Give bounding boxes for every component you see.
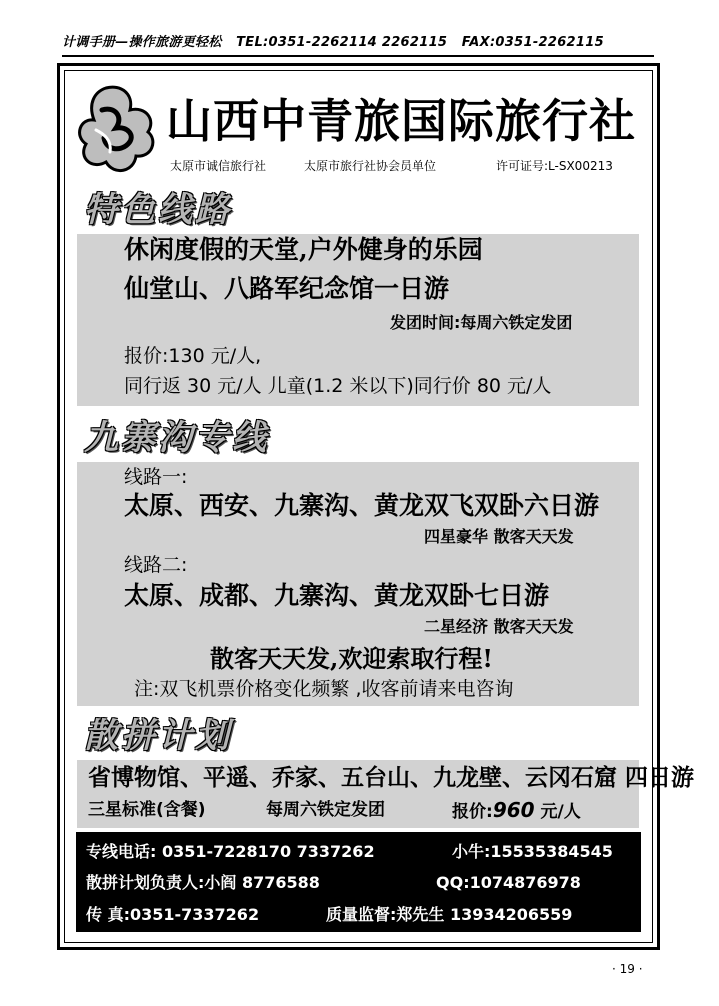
section1-route: 仙堂山、八路军纪念馆一日游 [124, 274, 450, 303]
section3-route: 省博物馆、平遥、乔家、五台山、九龙壁、云冈石窟 四日游 [88, 764, 695, 791]
section1-departure: 发团时间:每周六铁定发团 [390, 313, 573, 332]
company-name: 山西中青旅国际旅行社 [166, 94, 636, 148]
contact-xiaoniu: 小牛:15535384545 [452, 842, 613, 861]
header-rule [62, 55, 654, 57]
section3-price-value: 960 [492, 798, 535, 822]
section2-title: 九寨沟专线 [84, 418, 269, 458]
company-license: 许可证号:L-SX00213 [496, 159, 613, 173]
contact-fax: 传 真:0351-7337262 [86, 905, 260, 924]
header-tel: TEL:0351-2262114 2262115 [236, 35, 448, 50]
section1-rebate: 同行返 30 元/人 儿童(1.2 米以下)同行价 80 元/人 [124, 375, 552, 397]
company-tagline-1: 太原市诚信旅行社 [170, 159, 267, 173]
section2-route2-tag: 二星经济 散客天天发 [424, 617, 574, 636]
section2-note: 注:双飞机票价格变化频繁 ,收客前请来电咨询 [134, 678, 514, 700]
section2-welcome: 散客天天发,欢迎索取行程! [210, 644, 493, 673]
section3-price-label: 报价: [452, 802, 493, 822]
contact-hotline: 专线电话: 0351-7228170 7337262 [86, 842, 375, 861]
page-header [62, 32, 654, 54]
section3-price [452, 798, 581, 824]
section2-route2-label: 线路二: [124, 554, 188, 576]
header-slogan: 计调手册—操作旅游更轻松 [62, 35, 222, 50]
section3-title: 散拼计划 [84, 716, 232, 756]
page-number: · 19 · [612, 962, 643, 976]
section1-slogan: 休闲度假的天堂,户外健身的乐园 [124, 235, 483, 264]
section2-route1: 太原、西安、九寨沟、黄龙双飞双卧六日游 [124, 491, 600, 520]
company-logo-icon [76, 80, 158, 178]
section2-route2: 太原、成都、九寨沟、黄龙双卧七日游 [124, 581, 550, 610]
section3-departure: 每周六铁定发团 [266, 800, 385, 820]
section3-price-unit: 元/人 [540, 802, 581, 822]
section1-price: 报价:130 元/人, [124, 345, 262, 367]
section2-route1-label: 线路一: [124, 466, 188, 488]
contact-quality: 质量监督:郑先生 13934206559 [326, 905, 573, 924]
contact-manager: 散拼计划负责人:小阎 8776588 [86, 873, 320, 892]
section1-title: 特色线路 [84, 190, 232, 230]
section2-route1-tag: 四星豪华 散客天天发 [424, 527, 574, 546]
company-tagline-2: 太原市旅行社协会员单位 [304, 159, 437, 173]
header-fax: FAX:0351-2262115 [461, 35, 604, 50]
section3-standard: 三星标准(含餐) [88, 800, 206, 820]
contact-qq: QQ:1074876978 [436, 873, 581, 892]
